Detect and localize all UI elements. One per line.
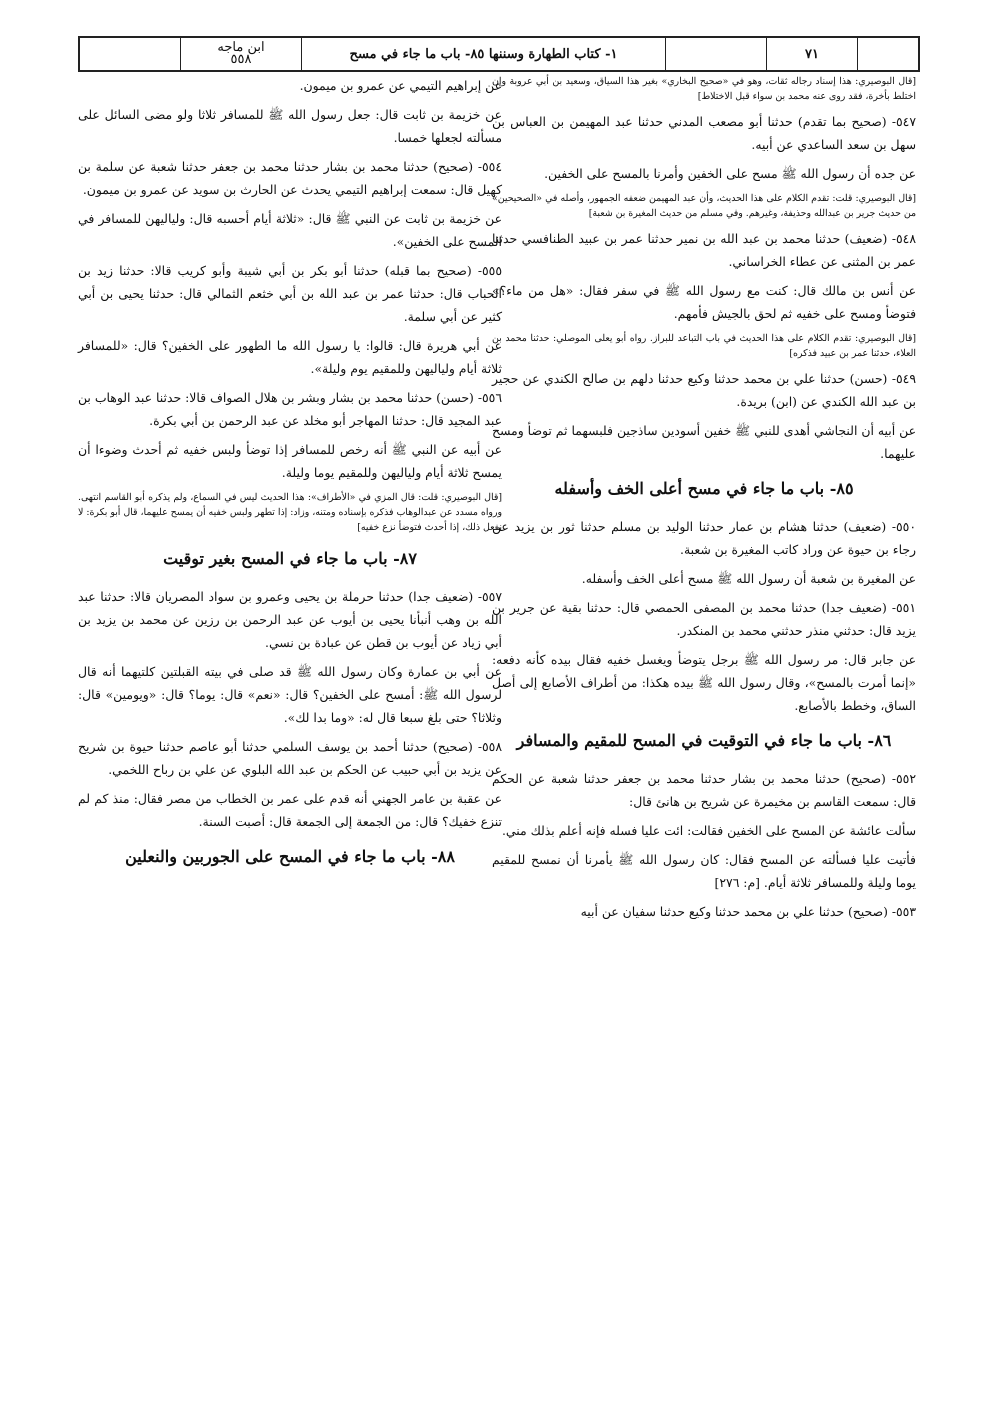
hadith-paragraph: عن جابر قال: مر رسول الله ﷺ برجل يتوضأ ويغسل خفيه فقال بيده كأنه دفعه: «إنما أمرت بالمسح»، وقال رسول الله ﷺ بيده هكذا: من أطراف الأصابع إلى أصل الساق، وخطط بالأصابع. xyxy=(492,652,916,713)
header-empty-cell xyxy=(665,38,766,70)
chapter-heading: ٨٧- باب ما جاء في المسح بغير توقيت xyxy=(163,549,417,568)
hadith-paragraph: عن جده أن رسول الله ﷺ مسح على الخفين وأمرنا بالمسح على الخفين. xyxy=(544,166,916,181)
hadith-paragraph: عن عقبة بن عامر الجهني أنه قدم على عمر بن الخطاب من مصر فقال: منذ كم لم تنزع خفيك؟ قال: من الجمعة إلى الجمعة قال: أصبت السنة. xyxy=(78,791,502,829)
footnote: [قال البوصيري: هذا إسناد رجاله ثقات، وهو في «صحيح البخاري» بغير هذا السياق، وسعيد بن أبي عروبة وإن اختلط بأخرة، فقد روى عنه محمد بن سواء قبل الاختلاط] xyxy=(492,76,916,102)
hadith-paragraph: ٥٥٧- (ضعيف جدا) حدثنا حرملة بن يحيى وعمرو بن سواد المصريان قالا: حدثنا عبد الله بن وهب أنبأنا يحيى بن أيوب عن عبد الرحمن بن رزين عن محمد بن يزيد بن أبي زياد عن أيوب بن قطن عن عبادة بن نسي. xyxy=(78,589,502,650)
hadith-paragraph: ٥٥٥- (صحيح بما قبله) حدثنا أبو بكر بن أبي شيبة وأبو كريب قالا: حدثنا زيد بن الحباب قال: حدثنا عمر بن عبد الله بن أبي خثعم الثمالي قال: حدثنا يحيى بن أبي كثير عن أبي سلمة. xyxy=(78,263,502,324)
ref-source: ابن ماجه xyxy=(217,40,265,55)
hadith-paragraph: عن أبي هريرة قال: قالوا: يا رسول الله ما الطهور على الخفين؟ قال: «للمسافر ثلاثة أيام ولياليهن وللمقيم يوم وليلة». xyxy=(78,338,502,376)
hadith-paragraph: فأتيت عليا فسألته عن المسح فقال: كان رسول الله ﷺ يأمرنا أن نمسح للمقيم يوما وليلة وللمسافر ثلاثة أيام. [م: ٢٧٦] xyxy=(492,852,916,890)
hadith-paragraph: عن إبراهيم التيمي عن عمرو بن ميمون. xyxy=(299,78,502,93)
footnote: [قال البوصيري: تقدم الكلام على هذا الحديث في باب التباعد للبراز. رواه أبو يعلى الموصلي: حدثنا محمد بن العلاء، حدثنا عمر بن عبيد فذكره] xyxy=(492,333,916,359)
hadith-paragraph: عن أبيه أن النجاشي أهدى للنبي ﷺ خفين أسودين ساذجين فلبسهما ثم توضأ ومسح عليهما. xyxy=(492,423,916,461)
header-empty-cell xyxy=(80,38,180,70)
hadith-paragraph: ٥٥١- (ضعيف جدا) حدثنا محمد بن المصفى الحمصي قال: حدثنا بقية عن جرير بن يزيد قال: حدثني منذر حدثني محمد بن المنكدر. xyxy=(492,600,916,638)
right-column xyxy=(492,74,916,929)
hadith-paragraph: عن خزيمة بن ثابت عن النبي ﷺ قال: «ثلاثة أيام أحسبه قال: ولياليهن للمسافر في المسح على الخفين». xyxy=(78,211,502,249)
hadith-paragraph: عن أبي بن عمارة وكان رسول الله ﷺ قد صلى في بيته القبلتين كلتيهما أنه قال لرسول الله ﷺ: أمسح على الخفين؟ قال: «نعم» قال: يوما؟ قال: «ويومين» قال: وثلاثا؟ حتى بلغ سبعا قال له: «وما بدا لك». xyxy=(78,664,502,725)
hadith-paragraph: ٥٥٦- (حسن) حدثنا محمد بن بشار وبشر بن هلال الصواف قالا: حدثنا عبد الوهاب بن عبد المجيد قال: حدثنا المهاجر أبو مخلد عن عبد الرحمن بن أبي بكرة. xyxy=(78,390,502,428)
hadith-paragraph: ٥٤٩- (حسن) حدثنا علي بن محمد حدثنا وكيع حدثنا دلهم بن صالح الكندي عن حجير بن عبد الله الكندي عن (ابن) بريدة. xyxy=(492,371,916,409)
hadith-paragraph: عن أبيه عن النبي ﷺ أنه رخص للمسافر إذا توضأ ولبس خفيه ثم أحدث وضوءا أن يمسح ثلاثة أيام ولياليهن وللمقيم يوما وليلة. xyxy=(78,442,502,480)
hadith-paragraph: ٥٥٨- (صحيح) حدثنا أحمد بن يوسف السلمي حدثنا أبو عاصم حدثنا حيوة بن شريح عن يزيد بن أبي حبيب عن الحكم بن عبد الله البلوي عن علي بن رباح اللخمي. xyxy=(78,739,502,777)
hadith-paragraph: ٥٤٨- (ضعيف) حدثنا محمد بن عبد الله بن نمير حدثنا عمر بن عبيد الطنافسي حدثنا عمر بن المثنى عن عطاء الخراساني. xyxy=(492,231,916,269)
hadith-paragraph: ٥٥٠- (ضعيف) حدثنا هشام بن عمار حدثنا الوليد بن مسلم حدثنا ثور بن يزيد عن رجاء بن حيوة عن وراد كاتب المغيرة بن شعبة. xyxy=(492,519,916,557)
chapter-heading: ٨٥- باب ما جاء في مسح أعلى الخف وأسفله xyxy=(554,479,854,498)
ref-number: ٥٥٨ xyxy=(230,52,252,67)
hadith-paragraph: ٥٥٢- (صحيح) حدثنا محمد بن بشار حدثنا محمد بن جعفر حدثنا شعبة عن الحكم قال: سمعت القاسم بن مخيمرة عن شريح بن هانئ قال: xyxy=(492,771,916,809)
hadith-paragraph: عن خزيمة بن ثابت قال: جعل رسول الله ﷺ للمسافر ثلاثا ولو مضى السائل على مسألته لجعلها خمسا. xyxy=(78,107,502,145)
footnote: [قال البوصيري: قلت: قال المزي في «الأطراف»: هذا الحديث ليس في السماع، ولم يذكره أبو القاسم انتهى. ورواه مسدد عن عبدالوهاب فذكره بإسناده ومتنه، وزاد: إذا تطهر ولبس خفيه أن يمسح عليهما، قال أبو بكرة: لا نفعل ذلك، إذا أحدث فتوضأ نزع خفيه] xyxy=(78,492,502,533)
chapter-heading: ٨٨- باب ما جاء في المسح على الجوربين والنعلين xyxy=(125,847,455,866)
header-empty-cell xyxy=(857,38,918,70)
left-column xyxy=(78,74,502,883)
hadith-paragraph: ٥٥٤- (صحيح) حدثنا محمد بن بشار حدثنا محمد بن جعفر حدثنا شعبة عن سلمة بن كهيل قال: سمعت إبراهيم التيمي يحدث عن الحارث بن سويد عن عمرو بن ميمون. xyxy=(78,159,502,197)
source-reference xyxy=(180,38,301,70)
hadith-paragraph: عن المغيرة بن شعبة أن رسول الله ﷺ مسح أعلى الخف وأسفله. xyxy=(581,571,916,586)
page-number: ٧١ xyxy=(766,38,857,70)
page-header xyxy=(78,36,920,72)
chapter-title: ١- كتاب الطهارة وسننها ٨٥- باب ما جاء في مسح xyxy=(301,38,665,70)
hadith-paragraph: ٥٤٧- (صحيح بما تقدم) حدثنا أبو مصعب المدني حدثنا عبد المهيمن بن العباس بن سهل بن سعد الساعدي عن أبيه. xyxy=(492,114,916,152)
hadith-paragraph: سألت عائشة عن المسح على الخفين فقالت: ائت عليا فسله فإنه أعلم بذلك مني. xyxy=(501,823,916,838)
footnote: [قال البوصيري: قلت: تقدم الكلام على هذا الحديث، وأن عبد المهيمن ضعفه الجمهور، وأصله في «الصحيحين» من حديث جرير بن عبدالله وحذيفة، وغيرهم. وفي مسلم من حديث المغيرة بن شعبة] xyxy=(492,193,916,219)
hadith-paragraph: ٥٥٣- (صحيح) حدثنا علي بن محمد حدثنا وكيع حدثنا سفيان عن أبيه xyxy=(580,904,916,919)
hadith-paragraph: عن أنس بن مالك قال: كنت مع رسول الله ﷺ في سفر فقال: «هل من ماء؟» فتوضأ ومسح على خفيه ثم لحق بالجيش فأمهم. xyxy=(492,283,916,321)
chapter-heading: ٨٦- باب ما جاء في التوقيت في المسح للمقيم والمسافر xyxy=(516,731,892,750)
